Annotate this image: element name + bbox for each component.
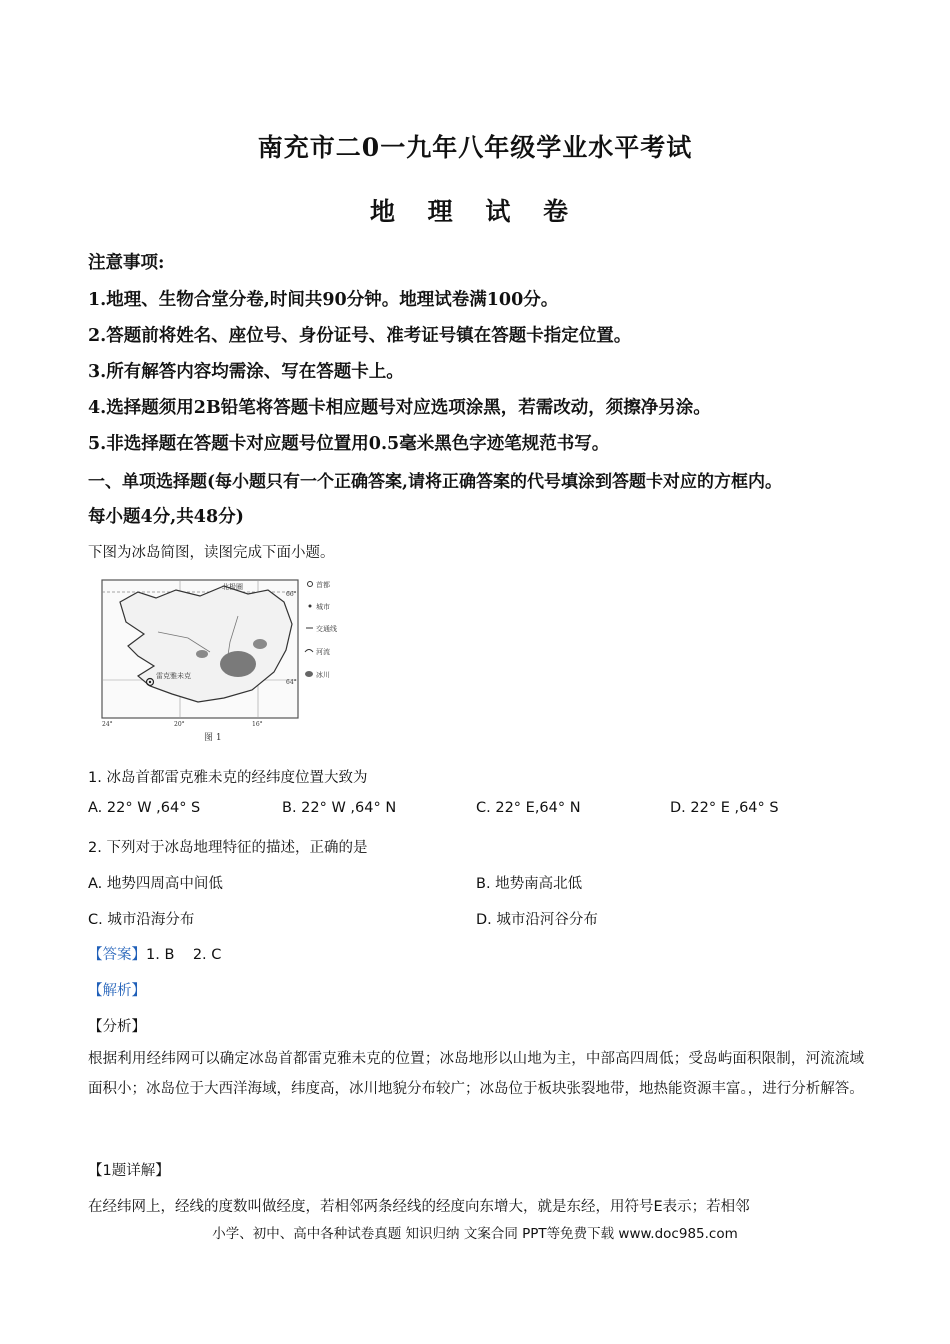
page-subtitle: 地 理 试 卷 [369,197,581,226]
lat-64-label: 64° [286,679,297,686]
section-heading: 一、单项选择题(每小题只有一个正确答案,请将正确答案的代号填涂到答题卡对应的方框内。 [88,472,782,492]
q1-stem: 1. 冰岛首都雷克雅未克的经纬度位置大致为 [88,770,368,786]
q2-option-d: D. 城市沿河谷分布 [476,912,598,928]
q1-option-b: B. 22° W ,64° N [282,800,397,816]
arctic-circle-label: 北极圈 [222,583,243,591]
q2-stem: 2. 下列对于冰岛地理特征的描述，正确的是 [88,840,368,856]
q2-option-a: A. 地势四周高中间低 [88,876,223,892]
analysis-sub-label: 【分析】 [88,1019,146,1035]
lon-24-label: 24° [102,721,113,728]
notice-item: 3.所有解答内容均需涂、写在答题卡上。 [88,362,404,382]
question-intro: 下图为冰岛简图，读图完成下面小题。 [88,545,335,561]
iceland-map [98,572,342,747]
legend-glacier: 冰川 [316,671,330,679]
q1-option-a: A. 22° W ,64° S [88,800,201,816]
notice-item: 5.非选择题在答题卡对应题号位置用0.5毫米黑色字迹笔规范书写。 [88,434,610,454]
lon-20-label: 20° [174,721,185,728]
footer-text: 小学、初中、高中各种试卷真题 知识归纳 文案合同 PPT等免费下载 www.doc985.com [212,1226,738,1242]
lat-66-label: 66° [286,591,297,598]
q1-option-d: D. 22° E ,64° S [670,800,779,816]
figure-caption: 图 1 [204,733,222,743]
answer-line [88,943,221,964]
answer-label: 【答案】 [88,947,146,963]
capital-label: 雷克雅未克 [156,672,191,680]
notice-heading: 注意事项: [88,253,165,273]
notice-item: 2.答题前将姓名、座位号、身份证号、准考证号镇在答题卡指定位置。 [88,326,632,346]
notice-item: 1.地理、生物合堂分卷,时间共90分钟。地理试卷满100分。 [88,290,559,310]
page-title: 南充市二0一九年八年级学业水平考试 [257,133,693,162]
analysis-label: 【解析】 [88,983,146,999]
notice-item: 4.选择题须用2B铅笔将答题卡相应题号对应选项涂黑，若需改动，须擦净另涂。 [88,398,711,418]
answer-value: 1. B 2. C [146,947,222,963]
legend-river: 河流 [316,648,330,656]
q2-option-b: B. 地势南高北低 [476,876,583,892]
legend-city: 城市 [316,603,330,611]
section-heading-cont: 每小题4分,共48分) [88,507,244,527]
detail-text: 在经纬网上，经线的度数叫做经度，若相邻两条经线的经度向东增大，就是东经，用符号E表示；若相邻 [88,1199,750,1215]
legend-transport: 交通线 [316,625,337,633]
legend-capital: 首都 [316,581,330,589]
q2-option-c: C. 城市沿海分布 [88,912,195,928]
lon-16-label: 16° [252,721,263,728]
analysis-text: 根据利用经纬网可以确定冰岛首都雷克雅未克的位置；冰岛地形以山地为主，中部高四周低；受岛屿面积限制，河流流域面积小；冰岛位于大西洋海域，纬度高，冰川地貌分布较广；冰岛位于板块张裂地带，地热能资源丰富。，进行分析解答。 [88,1051,864,1097]
detail-label: 【1题详解】 [88,1163,170,1179]
q1-option-c: C. 22° E,64° N [476,800,581,816]
